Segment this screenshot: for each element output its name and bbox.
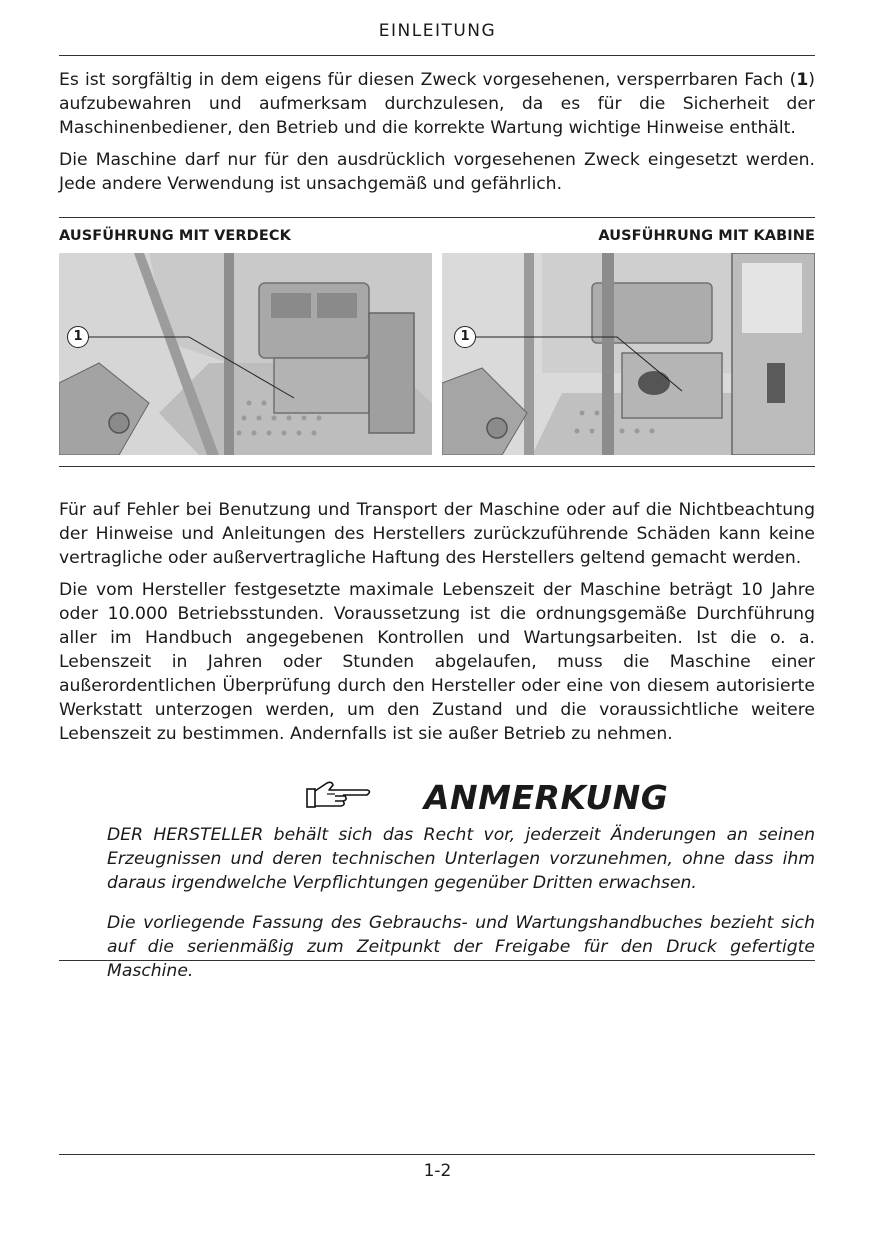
callout-compartment-1: 1 xyxy=(454,326,476,348)
cab-illustration xyxy=(442,253,815,455)
caption-cab-version: AUSFÜHRUNG MIT KABINE xyxy=(598,228,815,244)
figure-top-rule xyxy=(59,217,815,218)
callout-compartment-1: 1 xyxy=(67,326,89,348)
intro-paragraph-2: Die Maschine darf nur für den ausdrücklich vorgesehenen Zweck eingesetzt werden. Jede andere Verwendung ist unsachgemäß und gefährlich. xyxy=(59,150,815,194)
pointing-hand-icon xyxy=(305,779,375,813)
note-title: ANMERKUNG xyxy=(424,778,669,817)
canopy-version-figure xyxy=(59,253,432,455)
figure-bottom-rule xyxy=(59,466,815,467)
note-paragraph-1: DER HERSTELLER behält sich das Recht vor, jederzeit Änderungen an seinen Erzeugnissen und deren technischen Unterlagen vorzunehmen, ohne dass ihm daraus irgendwelche Verpflichtungen gegenüber Dritten erwachsen. xyxy=(107,825,815,893)
liability-paragraph: Für auf Fehler bei Benutzung und Transport der Maschine oder auf die Nichtbeachtung der Hinweise und Anleitungen des Herstellers zurückzuführende Schäden kann keine vertragliche oder außervertragliche Haftung des Herstellers geltend gemacht werden. xyxy=(59,500,815,568)
page-number: 1-2 xyxy=(423,1161,452,1181)
intro-paragraph-1: Es ist sorgfältig in dem eigens für diesen Zweck vorgesehenen, versperrbaren Fach (1) aufzubewahren und aufmerksam durchzulesen, da es für die Sicherheit der Maschinenbediener, den Betrieb und die korrekte Wartung wichtige Hinweise enthält. xyxy=(59,70,815,138)
note-paragraph-2: Die vorliegende Fassung des Gebrauchs- und Wartungshandbuches bezieht sich auf die serienmäßig zum Zeitpunkt der Freigabe für den Druck gefertigte Maschine. xyxy=(107,913,815,981)
canopy-illustration xyxy=(59,253,432,455)
cab-version-figure xyxy=(442,253,815,455)
caption-canopy-version: AUSFÜHRUNG MIT VERDECK xyxy=(59,228,291,244)
lifetime-paragraph: Die vom Hersteller festgesetzte maximale Lebenszeit der Maschine beträgt 10 Jahre oder 10.000 Betriebsstunden. Voraussetzung ist die ordnungsgemäße Durchführung aller im Handbuch angegebenen Kontrollen und Wartungsarbeiten. Ist die o. a. Lebenszeit in Jahren oder Stunden abgelaufen, muss die Maschine einer außerordentlichen Überprüfung durch den Hersteller oder eine von diesem autorisierte Werkstatt unterzogen werden, um den Zustand und die voraussichtliche weitere Lebenszeit zu bestimmen. Andernfalls ist sie außer Betrieb zu nehmen. xyxy=(59,580,815,744)
note-bottom-rule xyxy=(59,960,815,961)
header-rule xyxy=(59,55,815,56)
page-header-title: EINLEITUNG xyxy=(378,21,497,41)
note-heading xyxy=(305,775,669,823)
footer-rule xyxy=(59,1154,815,1155)
compartment-reference: 1 xyxy=(796,70,809,90)
